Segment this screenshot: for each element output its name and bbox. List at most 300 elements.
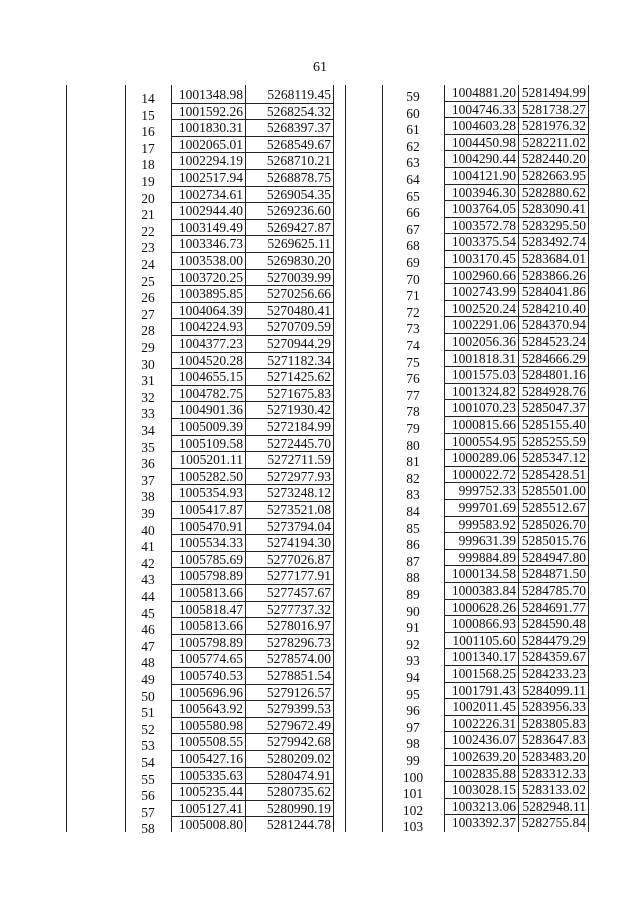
y-coordinate: 5272711.59 <box>267 452 331 468</box>
table-row <box>346 151 588 171</box>
row-separator <box>444 632 588 633</box>
y-coordinate: 5285047.37 <box>521 400 586 416</box>
point-number: 38 <box>141 489 155 505</box>
table-row <box>346 434 588 451</box>
point-number: 15 <box>141 107 155 123</box>
table-row <box>67 153 333 173</box>
x-coordinate: 1001324.82 <box>451 383 516 399</box>
x-coordinate: 1000554.95 <box>451 433 516 449</box>
y-coordinate: 5283647.83 <box>521 732 586 748</box>
point-number: 84 <box>406 504 420 519</box>
y-coordinate: 5284928.76 <box>521 383 586 399</box>
y-coordinate: 5284359.67 <box>521 649 586 665</box>
row-separator <box>171 667 333 668</box>
row-separator <box>444 565 588 566</box>
x-coordinate: 1005127.41 <box>178 800 243 816</box>
y-coordinate: 5285026.70 <box>521 516 586 532</box>
point-number: 92 <box>406 636 420 652</box>
x-coordinate: 1005508.55 <box>178 734 243 750</box>
row-separator <box>171 534 333 535</box>
row-separator <box>171 451 333 452</box>
row-separator <box>444 200 588 201</box>
x-coordinate: 1005774.65 <box>178 651 243 667</box>
y-coordinate: 5274194.30 <box>266 535 331 551</box>
table-row <box>67 419 333 436</box>
table-row <box>346 102 588 119</box>
row-separator <box>171 119 333 120</box>
y-coordinate: 5270709.59 <box>266 319 331 335</box>
y-coordinate: 5271182.34 <box>267 352 331 368</box>
point-number: 83 <box>406 487 420 503</box>
row-separator <box>171 219 333 220</box>
y-coordinate: 5282663.95 <box>521 168 586 183</box>
row-separator <box>444 117 588 118</box>
y-coordinate: 5283866.26 <box>521 267 586 283</box>
y-coordinate: 5281738.27 <box>521 101 586 117</box>
x-coordinate: 1003764.05 <box>451 201 516 217</box>
x-coordinate: 1004603.28 <box>451 118 516 134</box>
table-row <box>67 187 333 204</box>
table-row <box>346 732 588 752</box>
point-number: 42 <box>141 555 155 571</box>
y-coordinate: 5284479.29 <box>521 632 586 648</box>
x-coordinate: 1004901.36 <box>178 402 243 418</box>
x-coordinate: 1002835.88 <box>451 765 516 781</box>
row-separator <box>444 167 588 168</box>
point-number: 18 <box>141 157 155 173</box>
point-number: 89 <box>406 587 420 602</box>
y-coordinate: 5278851.54 <box>266 668 331 683</box>
row-separator <box>171 352 333 353</box>
row-separator <box>171 103 333 104</box>
point-number: 66 <box>406 205 420 221</box>
row-separator <box>444 366 588 367</box>
table-row <box>67 718 333 735</box>
table-row <box>346 201 588 221</box>
table-row <box>67 602 333 619</box>
point-number: 27 <box>141 306 155 322</box>
x-coordinate: 1005798.89 <box>178 634 243 650</box>
point-number: 79 <box>406 421 420 436</box>
point-number: 103 <box>402 819 424 835</box>
y-coordinate: 5273521.08 <box>266 502 331 517</box>
row-separator <box>171 401 333 402</box>
point-number: 53 <box>141 738 155 754</box>
row-separator <box>171 783 333 784</box>
table-row <box>67 452 333 472</box>
point-number: 76 <box>406 371 420 387</box>
row-separator <box>444 599 588 600</box>
x-coordinate: 999752.33 <box>458 483 516 499</box>
table-row <box>67 253 333 270</box>
row-separator <box>444 682 588 683</box>
table-row <box>67 270 333 287</box>
table-row <box>67 303 333 320</box>
point-number: 69 <box>406 255 420 270</box>
y-coordinate: 5269236.60 <box>266 203 331 219</box>
x-coordinate: 1005470.91 <box>178 518 243 534</box>
table-row <box>346 417 588 434</box>
point-number: 26 <box>141 290 155 306</box>
y-coordinate: 5283956.33 <box>521 699 586 715</box>
row-separator <box>444 383 588 384</box>
row-separator <box>444 283 588 284</box>
table-row <box>346 683 588 700</box>
point-number: 45 <box>141 605 155 621</box>
table-row <box>67 386 333 403</box>
y-coordinate: 5277177.91 <box>266 568 331 584</box>
y-coordinate: 5272977.93 <box>266 468 331 484</box>
point-number: 86 <box>406 537 420 553</box>
row-separator <box>171 634 333 635</box>
point-number: 35 <box>141 439 155 455</box>
row-separator <box>171 368 333 369</box>
point-number: 85 <box>406 520 420 536</box>
row-separator <box>444 250 588 251</box>
point-number: 56 <box>141 788 155 804</box>
table-row <box>67 402 333 422</box>
row-separator <box>171 136 333 137</box>
point-number: 29 <box>141 340 155 355</box>
y-coordinate: 5268119.45 <box>267 87 331 102</box>
row-separator <box>444 233 588 234</box>
row-separator <box>444 217 588 218</box>
point-number: 93 <box>406 653 420 669</box>
x-coordinate: 1005282.50 <box>178 468 243 484</box>
table-row <box>67 319 333 339</box>
table-row <box>346 351 588 368</box>
x-coordinate: 1005798.89 <box>178 568 243 584</box>
row-separator <box>171 152 333 153</box>
row-separator <box>171 551 333 552</box>
x-coordinate: 999583.92 <box>458 516 516 532</box>
point-number: 37 <box>141 472 155 488</box>
row-separator <box>171 202 333 203</box>
row-separator <box>444 350 588 351</box>
row-separator <box>171 285 333 286</box>
y-coordinate: 5279126.57 <box>266 684 331 700</box>
y-coordinate: 5284666.29 <box>521 350 586 366</box>
y-coordinate: 5282211.02 <box>522 134 586 150</box>
point-number: 55 <box>141 771 155 787</box>
table-row <box>346 716 588 733</box>
row-separator <box>444 532 588 533</box>
y-coordinate: 5280990.19 <box>266 800 331 816</box>
point-number: 28 <box>141 323 155 339</box>
x-coordinate: 1005580.98 <box>178 717 243 733</box>
y-coordinate: 5278016.97 <box>266 618 331 634</box>
row-separator <box>171 800 333 801</box>
x-coordinate: 1002436.07 <box>451 732 516 748</box>
table-row <box>67 220 333 237</box>
row-separator <box>171 767 333 768</box>
y-coordinate: 5283492.74 <box>521 234 586 250</box>
point-number: 49 <box>141 672 155 687</box>
y-coordinate: 5284523.24 <box>521 334 586 349</box>
point-number: 34 <box>141 423 155 438</box>
x-coordinate: 1003946.30 <box>451 184 516 200</box>
row-separator <box>444 184 588 185</box>
y-coordinate: 5269427.87 <box>266 219 331 235</box>
row-separator <box>444 765 588 766</box>
row-separator <box>171 318 333 319</box>
point-number: 50 <box>141 688 155 704</box>
point-number: 96 <box>406 703 420 719</box>
point-number: 80 <box>406 437 420 453</box>
table-row <box>346 533 588 553</box>
point-number: 91 <box>406 620 420 636</box>
point-number: 22 <box>141 223 155 239</box>
table-row <box>67 734 333 754</box>
table-row <box>346 400 588 420</box>
x-coordinate: 1001105.60 <box>452 632 516 648</box>
table-row <box>346 251 588 268</box>
x-coordinate: 1005201.11 <box>179 452 243 468</box>
row-separator <box>171 518 333 519</box>
x-coordinate: 1005813.66 <box>178 585 243 600</box>
x-coordinate: 1001575.03 <box>451 367 516 383</box>
x-coordinate: 1001070.23 <box>451 400 516 416</box>
row-separator <box>171 385 333 386</box>
y-coordinate: 5269830.20 <box>266 253 331 268</box>
y-coordinate: 5280735.62 <box>266 784 331 800</box>
point-number: 40 <box>141 522 155 538</box>
x-coordinate: 999884.89 <box>458 549 516 565</box>
x-coordinate: 1003720.25 <box>178 269 243 285</box>
row-separator <box>171 169 333 170</box>
table-row <box>67 104 333 121</box>
point-number: 62 <box>406 138 420 154</box>
table-row <box>346 367 588 387</box>
x-coordinate: 1002291.06 <box>451 317 516 333</box>
x-coordinate: 1000383.84 <box>451 583 516 598</box>
x-coordinate: 1005740.53 <box>178 668 243 683</box>
table-row <box>67 485 333 505</box>
table-row <box>67 137 333 154</box>
point-number: 74 <box>406 338 420 353</box>
table-row <box>346 649 588 669</box>
row-separator <box>171 601 333 602</box>
y-coordinate: 5283295.50 <box>521 217 586 233</box>
y-coordinate: 5284233.23 <box>521 666 586 681</box>
x-coordinate: 1002743.99 <box>451 284 516 300</box>
point-number: 41 <box>141 539 155 555</box>
y-coordinate: 5284210.40 <box>521 300 586 316</box>
x-coordinate: 1003213.06 <box>451 798 516 814</box>
x-coordinate: 1002294.19 <box>178 153 243 169</box>
row-separator <box>444 134 588 135</box>
table-row <box>67 286 333 306</box>
y-coordinate: 5271930.42 <box>266 402 331 418</box>
table-row <box>67 768 333 785</box>
x-coordinate: 1005785.69 <box>178 551 243 567</box>
x-coordinate: 1003538.00 <box>178 253 243 268</box>
x-coordinate: 1001830.31 <box>178 120 243 136</box>
x-coordinate: 1001592.26 <box>178 103 243 119</box>
row-separator <box>444 499 588 500</box>
point-number: 23 <box>141 240 155 256</box>
y-coordinate: 5285255.59 <box>521 433 586 449</box>
point-number: 25 <box>141 273 155 289</box>
point-number: 73 <box>406 321 420 337</box>
table-row <box>346 616 588 636</box>
page-number: 61 <box>313 60 327 75</box>
x-coordinate: 1004121.90 <box>451 168 516 183</box>
point-number: 101 <box>402 786 424 802</box>
table-row <box>67 353 333 370</box>
y-coordinate: 5282948.11 <box>522 798 586 814</box>
point-number: 100 <box>402 769 424 785</box>
x-coordinate: 1004782.75 <box>178 385 243 401</box>
y-coordinate: 5285347.12 <box>521 450 586 466</box>
table-row <box>67 369 333 389</box>
row-separator <box>171 435 333 436</box>
table-row <box>67 236 333 256</box>
row-separator <box>444 101 588 102</box>
y-coordinate: 5283090.41 <box>521 201 586 217</box>
row-separator <box>444 648 588 649</box>
table-row <box>346 384 588 401</box>
y-coordinate: 5280474.91 <box>266 767 331 783</box>
y-coordinate: 5285155.40 <box>521 417 586 432</box>
y-coordinate: 5284590.48 <box>521 616 586 632</box>
y-coordinate: 5284370.94 <box>521 317 586 333</box>
table-row <box>346 517 588 534</box>
y-coordinate: 5284099.11 <box>522 682 586 698</box>
row-separator <box>444 466 588 467</box>
left-coordinates-table <box>66 85 334 837</box>
y-coordinate: 5283133.02 <box>521 782 586 798</box>
row-separator <box>444 399 588 400</box>
table-row <box>346 467 588 484</box>
point-number: 43 <box>141 572 155 588</box>
row-separator <box>444 781 588 782</box>
x-coordinate: 1005643.92 <box>178 701 243 717</box>
x-coordinate: 1003346.73 <box>178 236 243 252</box>
x-coordinate: 1001818.31 <box>451 350 516 366</box>
row-separator <box>171 186 333 187</box>
x-coordinate: 1004064.39 <box>178 302 243 318</box>
table-row <box>346 334 588 351</box>
point-number: 14 <box>141 91 155 106</box>
x-coordinate: 1002065.01 <box>178 136 243 152</box>
row-separator <box>444 798 588 799</box>
point-number: 33 <box>141 406 155 422</box>
point-number: 51 <box>141 705 155 721</box>
table-row <box>346 85 588 102</box>
y-coordinate: 5272445.70 <box>266 435 331 451</box>
y-coordinate: 5278574.00 <box>266 651 331 667</box>
x-coordinate: 1005335.63 <box>178 767 243 783</box>
y-coordinate: 5268397.37 <box>266 120 331 136</box>
y-coordinate: 5279399.53 <box>266 701 331 717</box>
point-number: 70 <box>406 271 420 287</box>
x-coordinate: 1005354.93 <box>178 485 243 501</box>
y-coordinate: 5271425.62 <box>266 369 331 385</box>
table-row <box>346 799 588 816</box>
row-separator <box>171 816 333 817</box>
row-separator <box>444 150 588 151</box>
row-separator <box>444 814 588 815</box>
point-number: 65 <box>406 188 420 204</box>
y-coordinate: 5281976.32 <box>521 118 586 134</box>
point-number: 54 <box>141 755 155 770</box>
x-coordinate: 1002639.20 <box>451 749 516 764</box>
table-row <box>346 268 588 285</box>
table-row <box>346 317 588 337</box>
x-coordinate: 1004881.20 <box>451 85 516 100</box>
point-number: 97 <box>406 719 420 735</box>
x-coordinate: 1002056.36 <box>451 334 516 349</box>
y-coordinate: 5270944.29 <box>266 336 331 351</box>
y-coordinate: 5270039.99 <box>266 269 331 285</box>
row-separator <box>444 715 588 716</box>
point-number: 61 <box>406 122 420 138</box>
row-separator <box>171 302 333 303</box>
y-coordinate: 5284041.86 <box>521 284 586 300</box>
row-separator <box>444 449 588 450</box>
x-coordinate: 1003392.37 <box>451 815 516 831</box>
x-coordinate: 1004290.44 <box>451 151 516 167</box>
table-row <box>67 585 333 602</box>
point-number: 82 <box>406 470 420 486</box>
table-row <box>346 815 588 835</box>
row-separator <box>171 584 333 585</box>
point-number: 95 <box>406 686 420 702</box>
x-coordinate: 1004450.98 <box>451 134 516 150</box>
table-row <box>67 701 333 721</box>
point-number: 68 <box>406 238 420 254</box>
table-row <box>67 751 333 768</box>
x-coordinate: 1000134.58 <box>451 566 516 582</box>
x-coordinate: 1002226.31 <box>451 715 516 731</box>
y-coordinate: 5270256.66 <box>266 286 331 302</box>
point-number: 19 <box>141 174 155 189</box>
table-row <box>346 168 588 185</box>
table-row <box>346 600 588 617</box>
point-number: 90 <box>406 603 420 619</box>
point-number: 32 <box>141 389 155 405</box>
point-number: 36 <box>141 456 155 472</box>
x-coordinate: 1001340.17 <box>451 649 516 665</box>
row-separator <box>171 468 333 469</box>
right-coordinates-table <box>345 85 589 835</box>
table-row <box>346 118 588 138</box>
point-number: 59 <box>406 89 420 104</box>
table-row <box>67 635 333 652</box>
table-row <box>67 120 333 140</box>
table-row <box>346 500 588 517</box>
row-separator <box>171 501 333 502</box>
table-row <box>346 301 588 318</box>
row-separator <box>444 300 588 301</box>
x-coordinate: 1000866.93 <box>451 616 516 632</box>
x-coordinate: 1005813.66 <box>178 618 243 634</box>
y-coordinate: 5280209.02 <box>266 751 331 766</box>
table-row <box>67 336 333 353</box>
x-coordinate: 1005696.96 <box>178 684 243 700</box>
table-row <box>346 566 588 586</box>
table-row <box>67 87 333 104</box>
point-number: 46 <box>141 622 155 638</box>
row-separator <box>444 549 588 550</box>
table-row <box>346 284 588 304</box>
x-coordinate: 1000289.06 <box>451 450 516 466</box>
table-row <box>346 483 588 503</box>
x-coordinate: 1003170.45 <box>451 251 516 266</box>
table-row <box>67 651 333 671</box>
x-coordinate: 1005534.33 <box>178 535 243 551</box>
